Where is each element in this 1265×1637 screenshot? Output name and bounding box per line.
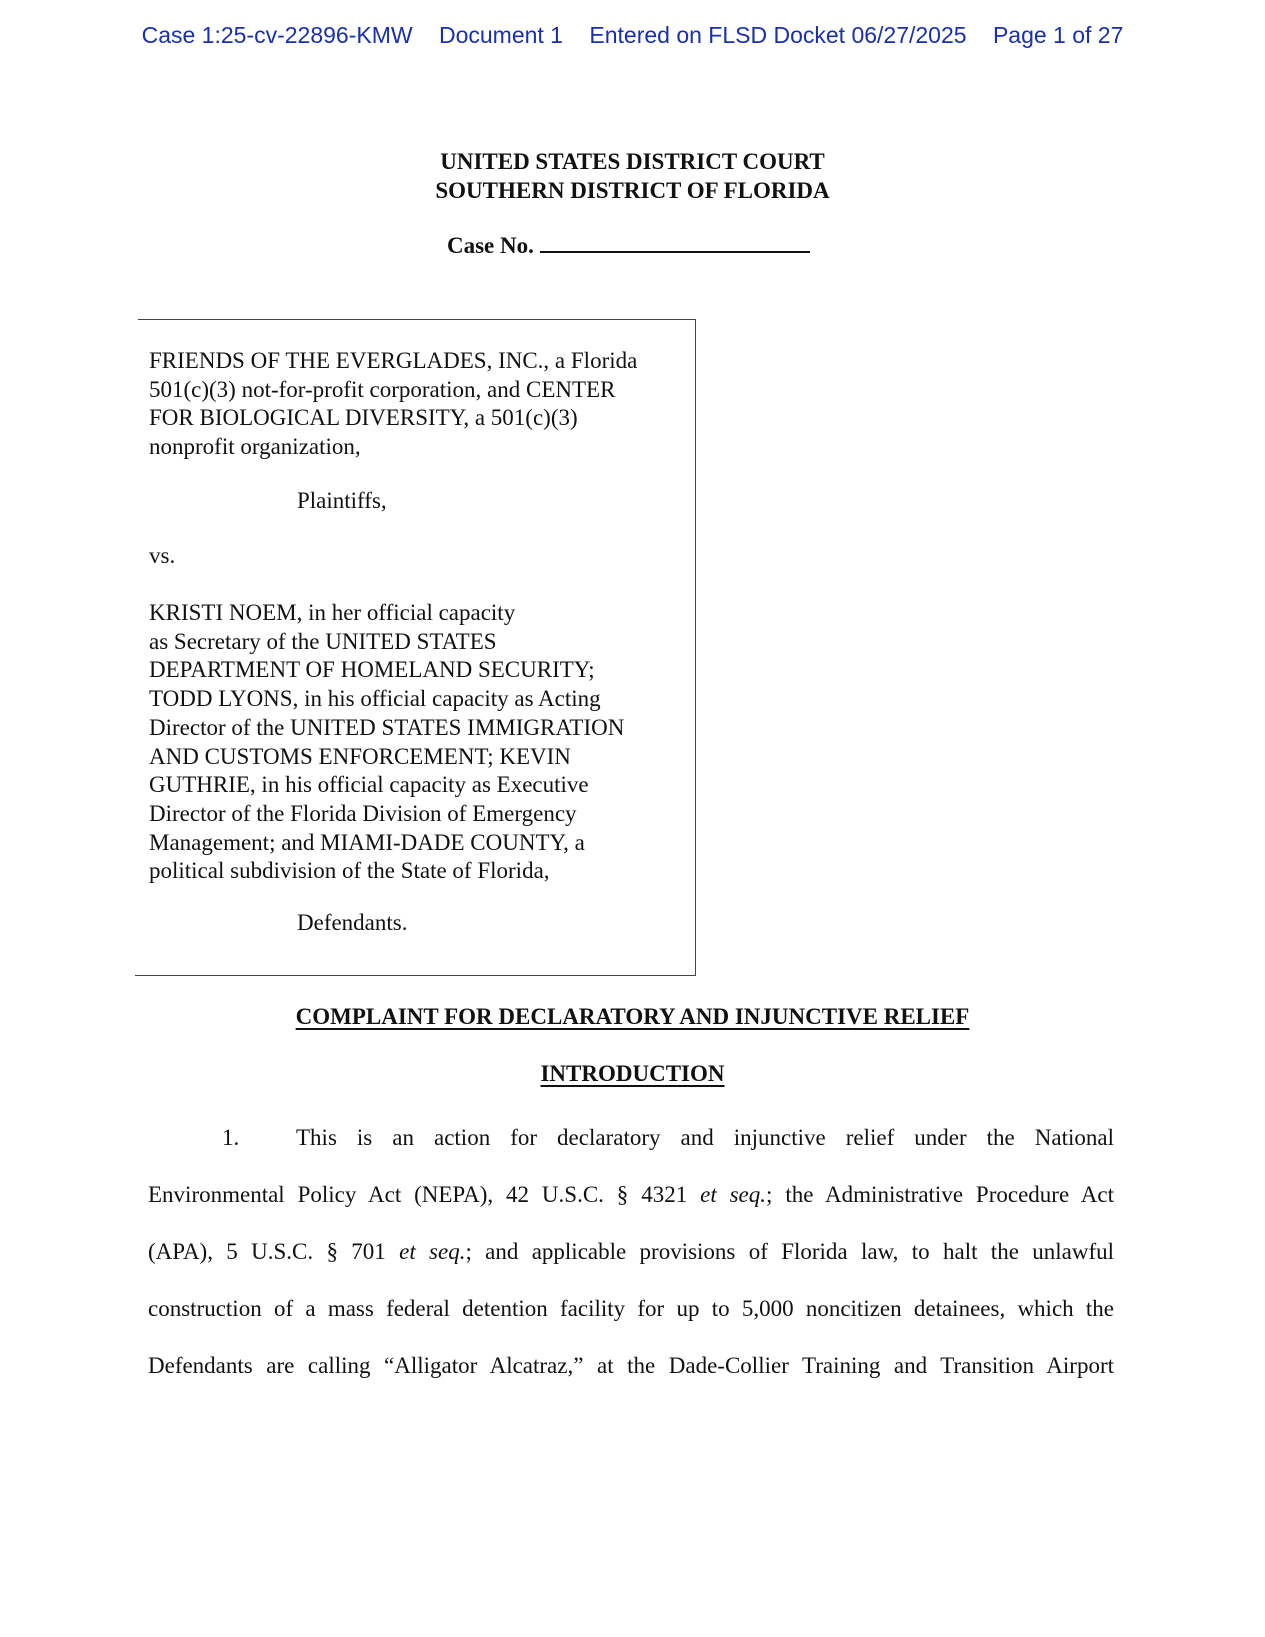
case-caption-box [135,319,696,976]
case-number-field [447,233,810,259]
complaint-title: COMPLAINT FOR DECLARATORY AND INJUNCTIVE RELIEF [295,1004,970,1029]
paragraph-1-line-2: Environmental Policy Act (NEPA), 42 U.S.C. § 4321 et seq.; the Administrative Procedure Act [148,1182,1114,1207]
docket-entry-stamp: Entered on FLSD Docket 06/27/2025 [589,22,967,48]
defendants-label: Defendants. [297,910,408,935]
court-district-line: SOUTHERN DISTRICT OF FLORIDA [435,178,830,203]
caption-top-rule [138,319,695,320]
case-number-blank-line [540,233,810,253]
paragraph-1-line-3: (APA), 5 U.S.C. § 701 et seq.; and applicable provisions of Florida law, to halt the unlawful [148,1239,1114,1264]
paragraph-1-line-5: Defendants are calling “Alligator Alcatraz,” at the Dade-Collier Training and Transition Airport [148,1353,1114,1378]
introduction-heading: INTRODUCTION [540,1061,725,1086]
court-heading [0,147,1265,205]
paragraph-1-line-4: construction of a mass federal detention facility for up to 5,000 noncitizen detainees, which the [148,1296,1114,1321]
paragraph-1-line-1: 1. This is an action for declaratory and injunctive relief under the National [222,1125,1114,1150]
case-number-stamp: Case 1:25-cv-22896-KMW [141,22,413,48]
paragraph-number: 1. [222,1125,240,1150]
versus-label: vs. [149,543,176,568]
docket-header-stamp [0,22,1265,49]
document-number-stamp: Document 1 [438,22,563,48]
plaintiffs-label: Plaintiffs, [297,488,387,513]
defendants-names: KRISTI NOEM, in her official capacity as Secretary of the UNITED STATES DEPARTMENT OF HOMELAND SECURITY; TODD LYONS, in his official capacity as Acting Director of the UNITED STATES IMMIGRATION AND CUSTOMS ENFORCEMENT; KEVIN GUTHRIE, in his official capacity as Executive Director of the Florida Division of Emergency Management; and MIAMI-DADE COUNTY, a political subdivision of the State of Florida, [149,600,625,884]
plaintiffs-names: FRIENDS OF THE EVERGLADES, INC., a Florida 501(c)(3) not-for-profit corporation, and CENTER FOR BIOLOGICAL DIVERSITY, a 501(c)(3) nonprofit organization, [149,348,638,460]
page-count-stamp: Page 1 of 27 [992,22,1124,48]
case-number-label: Case No. [447,233,534,258]
court-name-line: UNITED STATES DISTRICT COURT [440,149,825,174]
